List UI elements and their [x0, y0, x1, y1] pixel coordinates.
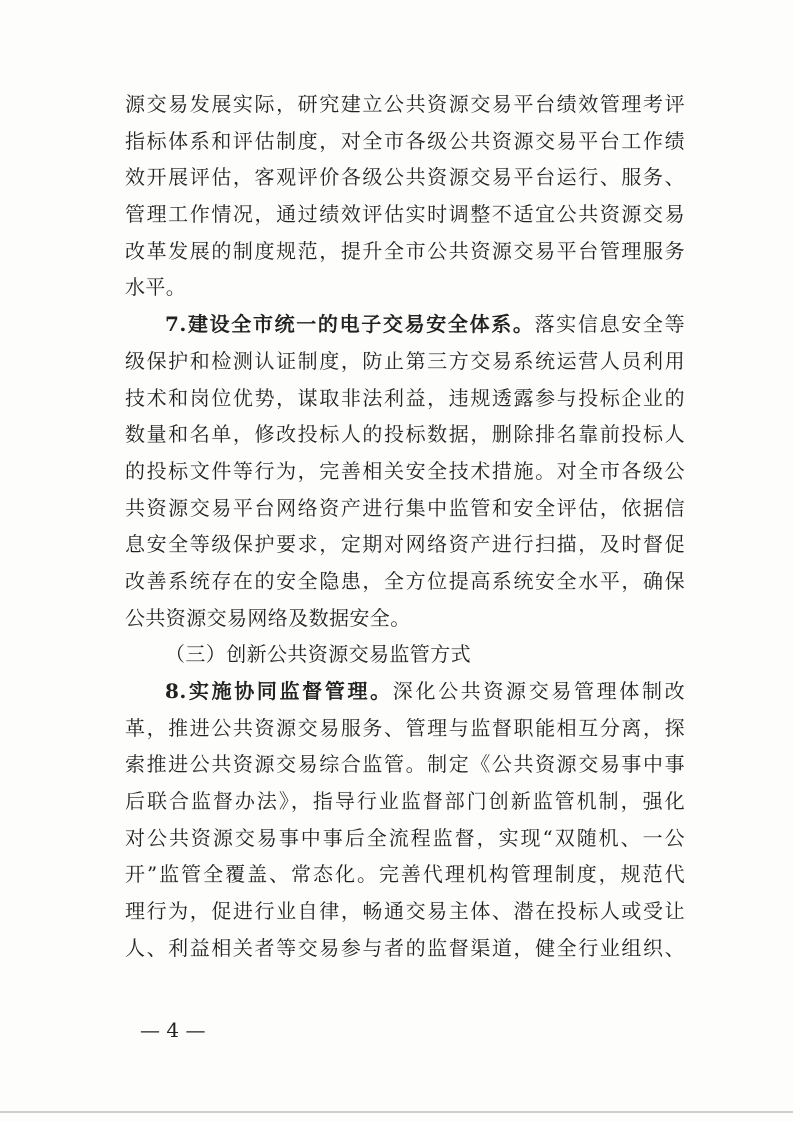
text-line: 改善系统存在的安全隐患，全方位提高系统安全水平，确保	[125, 568, 685, 593]
document-body	[125, 86, 685, 967]
text-line: 开”监管全覆盖、常态化。完善代理机构管理制度，规范代	[125, 862, 685, 887]
item-heading: 7.建设全市统一的电子交易安全体系。	[165, 312, 535, 337]
text-line: 索推进公共资源交易综合监管。制定《公共资源交易事中事	[125, 752, 685, 777]
text-line: 级保护和检测认证制度，防止第三方交易系统运营人员利用	[125, 348, 685, 373]
item-text: 深化公共资源交易管理体制改	[392, 679, 686, 703]
text-line: 公共资源交易网络及数据安全。	[125, 605, 411, 630]
text-line: 指标体系和评估制度，对全市各级公共资源交易平台工作绩	[125, 128, 685, 153]
text-line: 理行为，促进行业自律，畅通交易主体、潜在投标人或受让	[125, 899, 685, 924]
section-heading: （三）创新公共资源交易监管方式	[165, 642, 471, 667]
text-line: 共资源交易平台网络资产进行集中监管和安全评估，依据信	[125, 495, 685, 520]
text-line: 的投标文件等行为，完善相关安全技术措施。对全市各级公	[125, 458, 685, 483]
text-line: 数量和名单，修改投标人的投标数据，删除排名靠前投标人	[125, 422, 685, 447]
text-line: 改革发展的制度规范，提升全市公共资源交易平台管理服务	[125, 238, 685, 263]
page-edge-divider	[0, 1111, 793, 1113]
item-heading: 8.实施协同监督管理。	[165, 679, 393, 703]
item-text: 落实信息安全等	[534, 312, 685, 337]
paragraph-first-line	[125, 306, 685, 343]
text-line: 水平。	[125, 275, 187, 300]
text-line: 源交易发展实际，研究建立公共资源交易平台绩效管理考评	[125, 92, 685, 116]
text-line: 技术和岗位优势，谋取非法利益，违规透露参与投标企业的	[125, 385, 685, 410]
text-line: 人、利益相关者等交易参与者的监督渠道，健全行业组织、	[125, 935, 685, 960]
text-line: 革，推进公共资源交易服务、管理与监督职能相互分离，探	[125, 715, 685, 740]
text-line: 效开展评估，客观评价各级公共资源交易平台运行、服务、	[125, 165, 685, 190]
page-number: — 4 —	[140, 1018, 206, 1042]
text-line: 管理工作情况，通过绩效评估实时调整不适宜公共资源交易	[125, 202, 685, 227]
text-line: 对公共资源交易事中事后全流程监督，实现“双随机、一公	[125, 825, 685, 850]
text-line: 息安全等级保护要求，定期对网络资产进行扫描，及时督促	[125, 532, 685, 557]
text-line: 后联合监督办法》，指导行业监督部门创新监管机制，强化	[125, 789, 685, 814]
paragraph-first-line	[125, 673, 685, 710]
